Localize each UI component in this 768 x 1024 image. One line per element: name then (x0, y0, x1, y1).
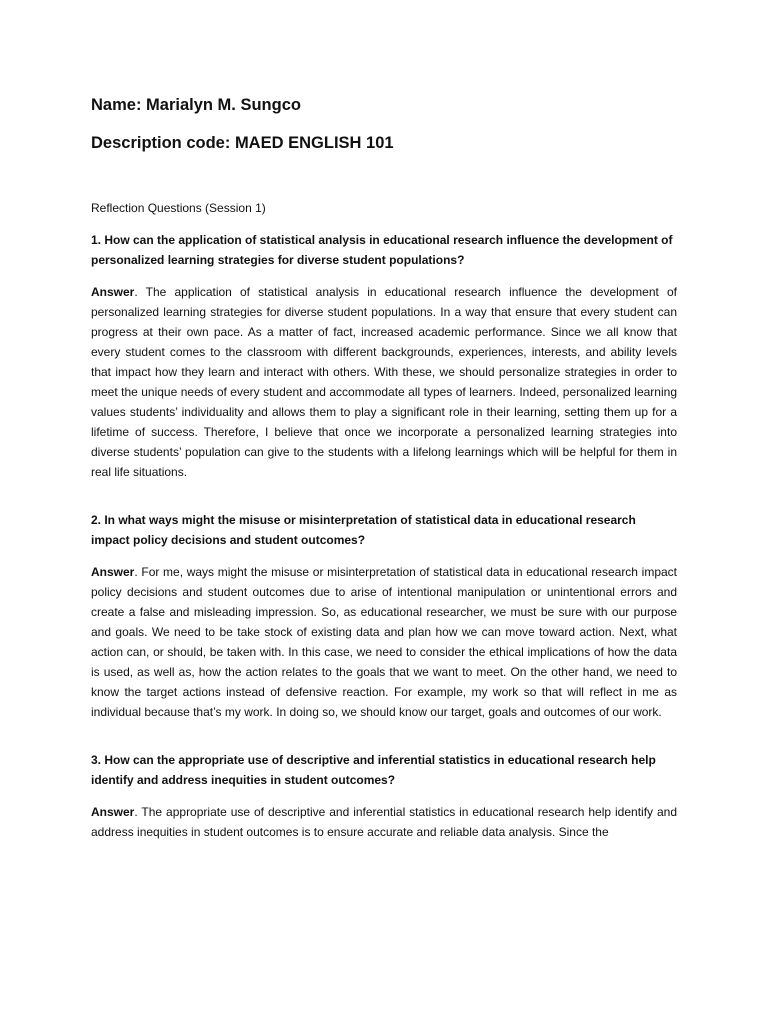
answer-3-lead: Answer (91, 805, 135, 819)
answer-2 (91, 562, 677, 722)
question-2: 2. In what ways might the misuse or misinterpretation of statistical data in educational research impact policy decisions and student outcomes? (91, 513, 636, 547)
answer-3-body: . The appropriate use of descriptive and inferential statistics in educational research help identify and address inequities in student outcomes is to ensure accurate and reliable data analysis. Since the (91, 805, 677, 839)
answer-1-lead: Answer (91, 285, 135, 299)
student-name-heading: Name: Marialyn M. Sungco (91, 96, 301, 114)
answer-1-body: . The application of statistical analysis in educational research influence the development of personalized learning strategies for diverse student populations. In a way that ensure that every student can progress at their own pace. As a matter of fact, increased academic performance. Since we all know that every student comes to the classroom with different backgrounds, experiences, interests, and ability levels that impact how they learn and interact with others. With these, we should personalize strategies in order to meet the unique needs of every student and accommodate all types of learners. Indeed, personalized learning values students’ individuality and allows them to play a significant role in their learning, setting them up for a lifetime of success. Therefore, I believe that once we incorporate a personalized learning strategies into diverse students’ population can give to the students with a lifelong learnings which will be helpful for them in real life situations. (91, 285, 677, 479)
answer-1 (91, 282, 677, 482)
answer-2-body: . For me, ways might the misuse or misinterpretation of statistical data in educational research impact policy decisions and student outcomes due to arise of intentional manipulation or unintentional errors and create a false and misleading impression. So, as educational researcher, we must be sure with our purpose and goals. We need to be take stock of existing data and plan how we can move toward action. Next, what action can, or should, be taken with. In this case, we need to consider the ethical implications of how the data is used, as well as, how the action relates to the goals that we want to meet. On the other hand, we need to know the target actions instead of defensive reaction. For example, my work so that will reflect in me as individual because that’s my work. In doing so, we should know our target, goals and outcomes of our work. (91, 565, 677, 719)
session-title: Reflection Questions (Session 1) (91, 201, 266, 215)
question-1: 1. How can the application of statistical analysis in educational research influence the development of personalized learning strategies for diverse student populations? (91, 233, 673, 267)
answer-3 (91, 802, 677, 842)
answer-2-lead: Answer (91, 565, 135, 579)
qa-item-2 (91, 510, 677, 722)
description-code-heading: Description code: MAED ENGLISH 101 (91, 134, 394, 152)
qa-item-1 (91, 230, 677, 482)
question-3: 3. How can the appropriate use of descriptive and inferential statistics in educational research help identify and address inequities in student outcomes? (91, 753, 656, 787)
qa-item-3 (91, 750, 677, 842)
